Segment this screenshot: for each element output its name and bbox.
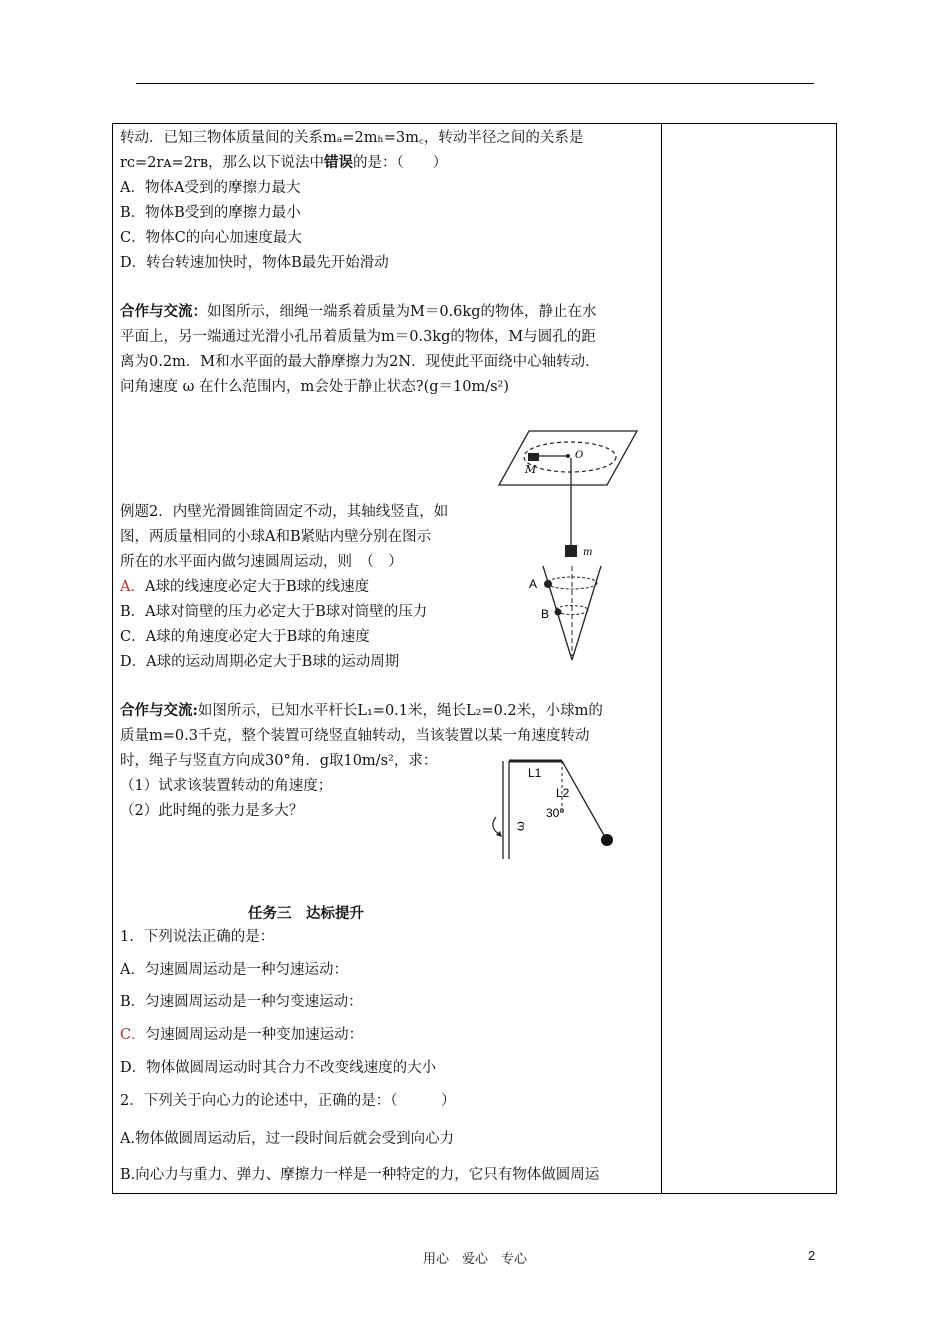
label-M: M bbox=[525, 463, 537, 476]
prev-question-line2: rᴄ=2rᴀ=2rʙ，那么以下说法中错误的是：（ ） bbox=[120, 154, 448, 171]
example2-option-b: B．A球对筒壁的压力必定大于B球对筒壁的压力 bbox=[120, 604, 428, 620]
coop1-line3: 离为0.2m．M和水平面的最大静摩擦力为2N．现使此平面绕中心轴转动． bbox=[120, 354, 600, 370]
coop2-line3: 时，绳子与竖直方向成30°角．g取10m/s²，求： bbox=[120, 753, 438, 769]
task3-q2-b: B.向心力与重力、弹力、摩擦力一样是一种特定的力，它只有物体做圆周运 bbox=[120, 1167, 600, 1183]
coop2-question1: （1）试求该装置转动的角速度； bbox=[120, 778, 333, 794]
label-omega: ω bbox=[513, 821, 527, 831]
example2-line3: 所在的水平面内做匀速圆周运动，则 （ ） bbox=[120, 554, 403, 570]
coop2-label: 合作与交流: bbox=[120, 702, 198, 719]
coop1-line1: 合作与交流：如图所示，细绳一端系着质量为M＝0.6kg的物体，静止在水 bbox=[120, 303, 597, 320]
task3-title: 任务三 达标提升 bbox=[248, 905, 364, 922]
task3-q2-a: A.物体做圆周运动后，过一段时间后就会受到向心力 bbox=[120, 1131, 455, 1147]
prev-option-c: C．物体C的向心加速度最大 bbox=[120, 230, 302, 246]
page-number: 2 bbox=[808, 1248, 816, 1263]
rod-pendulum-figure bbox=[478, 755, 623, 865]
task3-q1-b: B．匀速圆周运动是一种匀变速运动： bbox=[120, 994, 363, 1010]
prev-option-d: D．转台转速加快时，物体B最先开始滑动 bbox=[120, 255, 389, 271]
coop1-line2: 平面上，另一端通过光滑小孔吊着质量为m＝0.3kg的物体，M与圆孔的距 bbox=[120, 329, 596, 345]
label-angle: 30⁰ bbox=[546, 806, 565, 820]
example2-line2: 图，两质量相同的小球A和B紧贴内壁分别在图示 bbox=[120, 529, 432, 545]
example2-option-d: D．A球的运动周期必定大于B球的运动周期 bbox=[120, 654, 400, 670]
label-A: A bbox=[529, 577, 538, 591]
example2-option-a: A．A球的线速度必定大于B球的线速度 bbox=[120, 579, 370, 595]
task3-q2: 2．下列关于向心力的论述中，正确的是：（ ） bbox=[120, 1093, 456, 1109]
coop1-line4: 问角速度 ω 在什么范围内，m会处于静止状态?(g＝10m/s²) bbox=[120, 379, 509, 395]
emphasis-wrong: 错误 bbox=[324, 154, 354, 171]
task3-q1: 1．下列说法正确的是： bbox=[120, 929, 275, 945]
coop2-line2: 质量m=0.3千克，整个装置可绕竖直轴转动，当该装置以某一角速度转动 bbox=[120, 728, 590, 744]
example2-line1: 例题2．内壁光滑圆锥筒固定不动，其轴线竖直，如 bbox=[120, 504, 449, 520]
prev-question-line1: 转动．已知三物体质量间的关系mₐ=2mₕ=3m꜀，转动半径之间的关系是 bbox=[120, 130, 584, 146]
label-L2: L2 bbox=[556, 786, 570, 800]
table-column-divider bbox=[661, 123, 662, 1194]
cone-figure bbox=[525, 560, 615, 665]
header-rule bbox=[136, 83, 814, 84]
task3-q1-a: A．匀速圆周运动是一种匀速运动： bbox=[120, 962, 348, 978]
label-L1: L1 bbox=[528, 766, 542, 780]
footer-slogan: 用心 爱心 专心 bbox=[422, 1252, 527, 1267]
rotating-plane-figure bbox=[495, 425, 645, 565]
example2-option-c: C．A球的角速度必定大于B球的角速度 bbox=[120, 629, 370, 645]
task3-q1-c: C．匀速圆周运动是一种变加速运动： bbox=[120, 1027, 364, 1043]
label-B: B bbox=[541, 607, 550, 621]
task3-q1-d: D．物体做圆周运动时其合力不改变线速度的大小 bbox=[120, 1060, 437, 1076]
prev-option-b: B．物体B受到的摩擦力最小 bbox=[120, 205, 301, 221]
prev-option-a: A．物体A受到的摩擦力最大 bbox=[120, 180, 301, 196]
label-m: m bbox=[583, 547, 593, 558]
label-O: O bbox=[575, 450, 584, 461]
coop2-question2: （2）此时绳的张力是多大？ bbox=[120, 803, 304, 819]
coop1-label: 合作与交流： bbox=[120, 303, 207, 320]
coop2-line1: 合作与交流:如图所示，已知水平杆长L₁=0.1米，绳长L₂=0.2米，小球m的 bbox=[120, 702, 603, 719]
